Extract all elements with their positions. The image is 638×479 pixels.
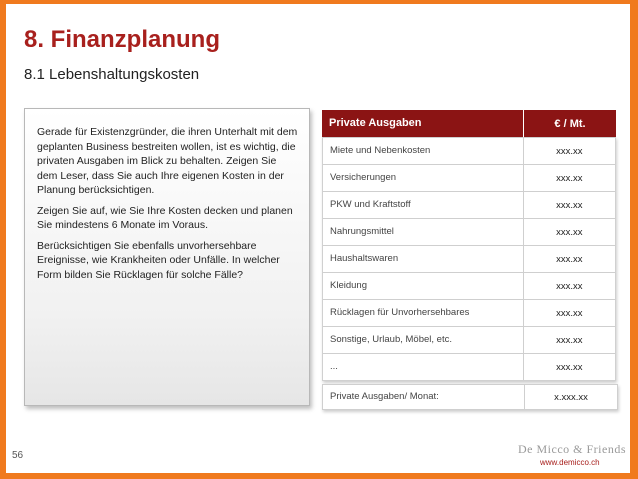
expenses-table	[322, 110, 616, 381]
info-textbox	[24, 108, 310, 406]
table-row	[323, 245, 615, 272]
page-number: 56	[12, 450, 24, 461]
table-row	[323, 326, 615, 353]
table-header-row	[322, 110, 616, 137]
table-cell-label: Haushaltswaren	[323, 246, 524, 272]
table-cell-label: Kleidung	[323, 273, 524, 299]
website-link[interactable]: www.demicco.ch	[540, 458, 600, 467]
slide	[6, 4, 630, 473]
total-value: x.xxx.xx	[554, 391, 588, 403]
table-cell-value: xxx.xx	[556, 253, 583, 265]
table-cell-label: Rücklagen für Unvorhersehbares	[323, 300, 524, 326]
table-cell-label: Nahrungsmittel	[323, 219, 524, 245]
table-cell-value: xxx.xx	[556, 145, 583, 157]
table-cell-value: xxx.xx	[556, 307, 583, 319]
table-cell-value: xxx.xx	[556, 226, 583, 238]
total-row	[323, 385, 617, 409]
table-row	[323, 299, 615, 326]
table-row	[323, 137, 615, 164]
table-cell-label: PKW und Kraftstoff	[323, 192, 524, 218]
table-cell-value: xxx.xx	[556, 199, 583, 211]
total-row-box	[322, 384, 618, 410]
table-cell-label: Sonstige, Urlaub, Möbel, etc.	[323, 327, 524, 353]
table-body	[322, 137, 616, 381]
info-paragraph: Zeigen Sie auf, wie Sie Ihre Kosten decken und planen Sie mindestens 6 Monate im Voraus.	[37, 204, 293, 231]
table-row	[323, 191, 615, 218]
table-cell-label: Versicherungen	[323, 165, 524, 191]
table-row	[323, 353, 615, 380]
table-header-label: Private Ausgaben	[322, 110, 524, 137]
table-cell-value: xxx.xx	[556, 172, 583, 184]
table-header-unit: € / Mt.	[554, 117, 586, 130]
table-row	[323, 164, 615, 191]
table-cell-label: Miete und Nebenkosten	[323, 138, 524, 164]
table-row	[323, 272, 615, 299]
total-label: Private Ausgaben/ Monat:	[323, 385, 525, 409]
table-cell-value: xxx.xx	[556, 334, 583, 346]
table-cell-value: xxx.xx	[556, 280, 583, 292]
info-paragraph: Berücksichtigen Sie ebenfalls unvorhersehbare Ereignisse, wie Krankheiten oder Unfälle. In welcher Form bilden Sie Rücklagen für solche Fälle?	[37, 239, 280, 281]
table-cell-label: ...	[323, 354, 524, 380]
table-cell-value: xxx.xx	[556, 361, 583, 373]
info-paragraph: Gerade für Existenzgründer, die ihren Unterhalt mit dem geplanten Business bestreiten wollen, ist es wichtig, die privaten Ausgaben im Blick zu behalten. Zeigen Sie dem Leser, dass Sie auch Ihre eigenen Kosten in der Planung berücksichtigen.	[37, 126, 298, 196]
page-subtitle: 8.1 Lebenshaltungskosten	[24, 66, 200, 83]
page-title: 8. Finanzplanung	[24, 26, 220, 53]
company-logo: De Micco & Friends	[518, 442, 626, 456]
table-row	[323, 218, 615, 245]
